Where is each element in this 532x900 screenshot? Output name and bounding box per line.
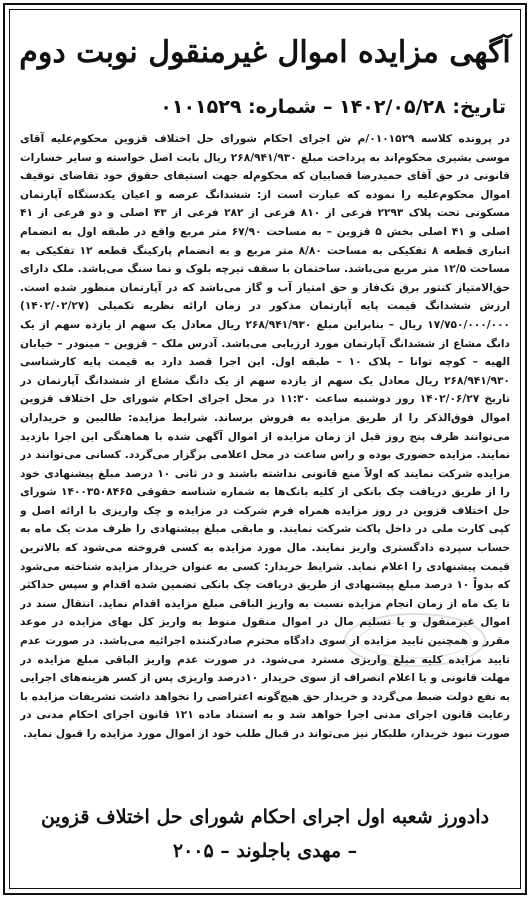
signature-name: – مهدی باجلوند – ۲۰۰۵ [172, 840, 358, 862]
notice-body-text: در پرونده کلاسه ۰۱۰۱۵۲۹/م ش اجرای احکام شورای حل اختلاف قزوین محکوم‌علیه آقای موسی بشیری محکوم‌اند به پرداخت مبلغ ۲۶۸/۹۴۱/۹۳۰ ریال بابت اصل خواسته و سایر خسارات قانونی در حق آقای حمیدرضا قصابیان که محکوم‌له جهت استیفای حقوق خود تقاضای توقیف اموال محکوم‌علیه را نموده که عبارت است از: ششدانگ عرصه و اعیان یکدستگاه آپارتمان مسکونی تحت پلاک ۲۲۹۳ فرعی از ۸۱۰ فرعی از ۲۸۲ فرعی از ۴۳ اصلی و دو فرعی از ۴۱ اصلی و ۴۱ اصلی بخش ۵ قزوین – به مساحت ۶۷/۹۰ متر مربع واقع در طبقه اول به انضمام انباری قطعه ۸ تفکیکی به مساحت ۸/۸۰ متر مربع و به انضمام پارکینگ قطعه ۱۲ تفکیکی به مساحت ۱۲/۵ متر مربع می‌باشد. ساختمان با سقف تیرچه بلوک و نما سنگ می‌باشد. ملک دارای حق‌الامتیاز کنتور برق تک‌فاز و حق امتیاز آب و گاز می‌باشد که در آپارتمان منظور شده است. ارزش ششدانگ قیمت پایه آپارتمان مذکور در زمان ارائه نظریه تکمیلی (۱۴۰۲/۰۲/۲۷) ۱۷/۷۵۰/۰۰۰/۰۰۰ ریال – بنابراین مبلغ ۲۶۸/۹۴۱/۹۳۰ ریال معادل یک سهم از یازده سهم از یک دانگ مشاع از ششدانگ آپارتمان مورد ارزیابی می‌باشد. آدرس ملک – قزوین – مینودر – خیابان الهیه – کوچه توانا – پلاک ۱۰ – طبقه اول. این اجرا قصد دارد به قیمت پایه کارشناسی ۲۶۸/۹۴۱/۹۳۰ ریال معادل یک سهم از یازده سهم از یک دانگ مشاع از ششدانگ آپارتمان در تاریخ ۱۴۰۲/۰۶/۲۷ روز دوشنبه ساعت ۱۱:۳۰ در محل اجرای احکام شورای حل اختلاف قزوین اموال فوق‌الذکر را از طریق مزایده به فروش برساند. شرایط مزایده: طالبین و خریداران می‌توانند ظرف پنج روز قبل از زمان مزایده از اموال آگهی شده با هماهنگی این اجرا بازدید نمایند. مزایده حضوری بوده و راس ساعت در محل اعلامی برگزار می‌گردد. کسانی می‌توانند در مزایده شرکت نمایند که اولاً منع قانونی نداشته باشند و در ثانی ۱۰ درصد مبلغ پیشنهادی خود را از طریق دریافت چک بانکی از کلیه بانک‌ها به شماره شناسه حقوقی ۱۴۰۰۳۵۰۸۴۶۵ شورای حل اختلاف قزوین در روز مزایده همراه فرم شرکت در مزایده و چک واریزی با ارائه اصل و کپی کارت ملی در داخل پاکت شرکت نمایند. و مابقی مبلغ پیشنهادی را ظرف مدت یک ماه به حساب سپرده دادگستری واریز نمایند. مال مورد مزایده به کسی فروخته می‌شود که بالاترین قیمت پیشنهادی را اعلام نماید. شرایط خریدار: کسی به عنوان خریدار مزایده شناخته می‌شود که بدواً ۱۰ درصد مبلغ پیشنهادی از طریق دریافت چک بانکی تضمین شده اقدام و سپس حداکثر تا یک ماه از زمان انجام مزایده نسبت به واریز الباقی مبلغ مزایده اقدام نماید. انتقال سند در اموال غیرمنقول و یا تسلیم مال در اموال منقول منوط به واریز کل بهای مزایده در موعد مقرر و همچنین تایید مزایده از سوی دادگاه محترم صادرکننده اجرائیه می‌باشد. در صورت عدم تایید مزایده کلیه مبلغ واریزی مسترد می‌شود. در صورت عدم واریز الباقی مبلغ مزایده در مهلت قانونی و یا اعلام انصراف از سوی خریدار ۱۰درصد واریزی پس از کسر هزینه‌های اجرایی به نفع دولت ضبط می‌گردد و خریدار حق هیچ‌گونه اعتراضی را نخواهد داشت تشریفات مزایده با رعایت قانون اجرای مدنی اجرا خواهد شد و به استناد ماده ۱۲۱ قانون اجرای احکام مدنی در صورت نبود خریدار، طلبکار نیز می‌تواند در قبال طلب خود از اموال مورد مزایده را قبول نماید. [20, 133, 510, 740]
notice-inner-border [9, 9, 521, 889]
notice-date-number: تاریخ: ۱۴۰۲/۰۵/۲۸ – شماره: ۰۱۰۱۵۲۹ [160, 96, 506, 118]
signature-title: دادورز شعبه اول اجرای احکام شورای حل اختلاف قزوین [40, 806, 490, 828]
notice-body [20, 130, 510, 790]
notice-title: آگهی مزایده اموال غیرمنقول نوبت دوم [19, 35, 511, 70]
notice-signature [18, 800, 512, 880]
notice-frame [3, 3, 527, 895]
